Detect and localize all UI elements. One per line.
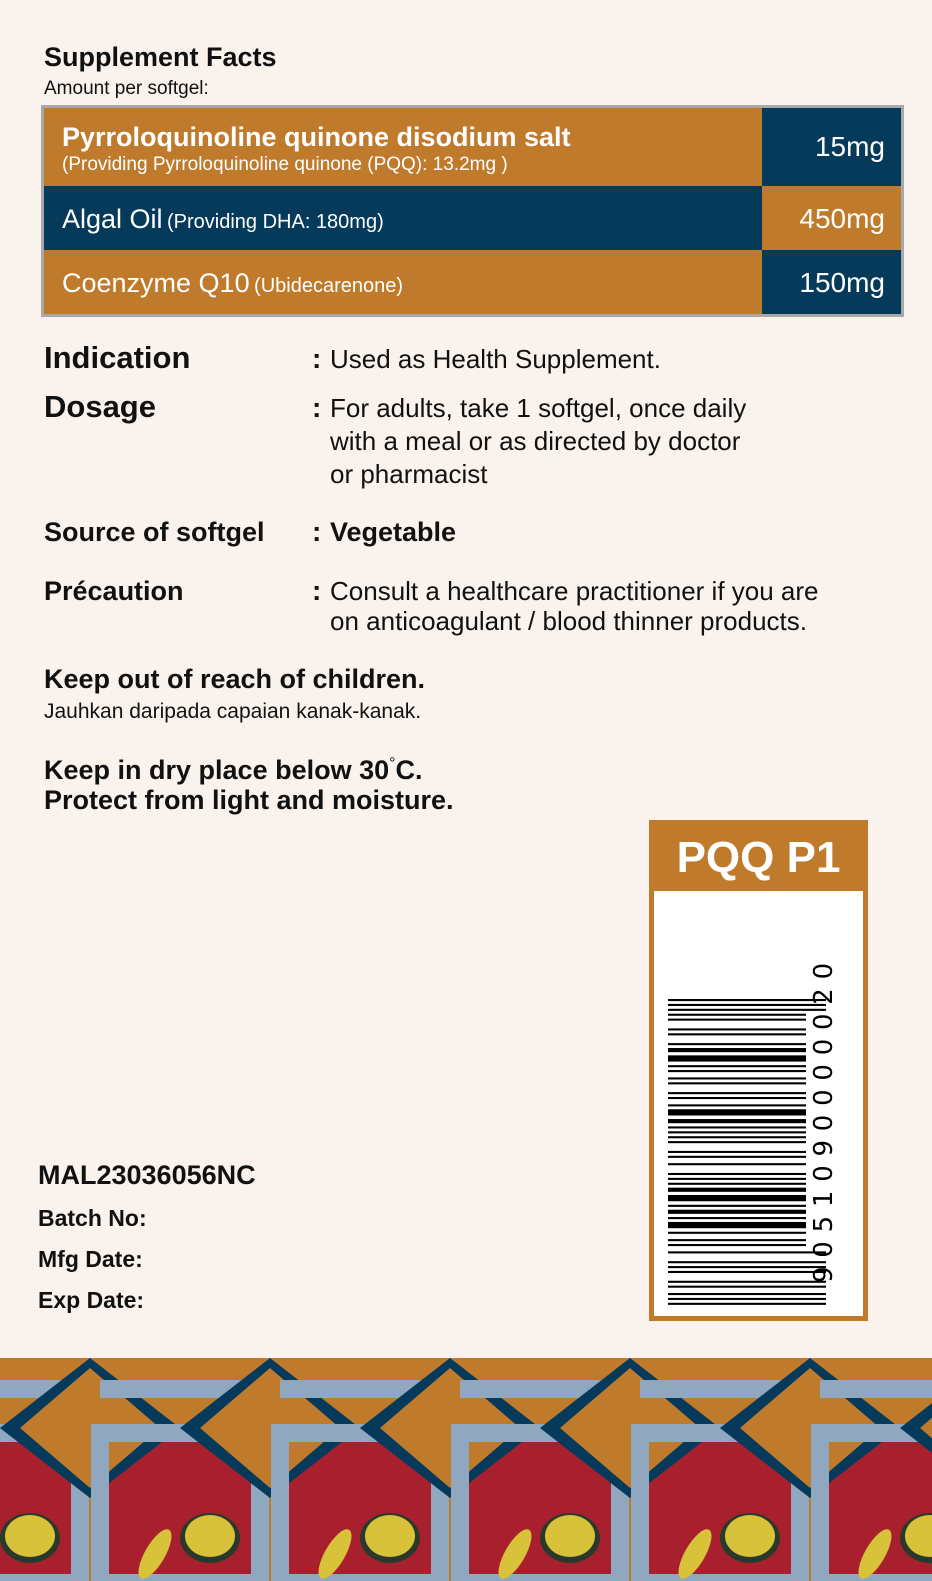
pattern-olive <box>365 1515 415 1557</box>
ingredient-amount: 15mg <box>762 108 901 186</box>
degree-symbol: ° <box>389 755 396 772</box>
barcode-bar <box>668 1303 826 1305</box>
facts-row-name-cell <box>44 186 762 250</box>
barcode-bar <box>668 1244 806 1246</box>
barcode-bar <box>668 1126 806 1128</box>
barcode-bar <box>668 1217 806 1219</box>
dosage-value <box>330 392 746 491</box>
facts-row-name-cell <box>44 250 762 314</box>
supplement-facts-table <box>41 105 904 317</box>
precaution-label: Précaution <box>44 576 184 606</box>
barcode-digit: 0 <box>809 1089 839 1106</box>
decorative-pattern-band <box>0 1358 932 1581</box>
barcode-bar <box>668 1205 806 1207</box>
barcode-digit: 0 <box>809 1241 839 1258</box>
ingredient-note: (Ubidecarenone) <box>254 275 404 297</box>
supplement-facts-title: Supplement Facts <box>44 42 277 72</box>
barcode-bar <box>668 1222 806 1228</box>
barcode-bar <box>668 1004 826 1006</box>
ingredient-note: (Providing Pyrroloquinoline quinone (PQQ): 13.2mg ) <box>62 154 508 175</box>
barcode-bar <box>668 1298 826 1300</box>
dosage-line: For adults, take 1 softgel, once daily <box>330 393 747 423</box>
barcode-bar <box>668 1065 806 1067</box>
barcode-digit: 0 <box>809 1064 839 1081</box>
barcode-digit: 0 <box>809 1165 839 1182</box>
ingredient-name: Coenzyme Q10 <box>62 268 250 298</box>
pattern-graphic <box>0 1358 932 1581</box>
barcode-bar <box>668 1266 826 1268</box>
barcode-bar <box>668 1178 806 1180</box>
facts-row-coq10 <box>44 250 901 314</box>
precaution-line: Consult a healthcare practitioner if you are <box>330 576 819 606</box>
batch-label: Batch No: <box>38 1205 147 1231</box>
barcode-bar <box>668 999 826 1001</box>
barcode-bar <box>668 1028 806 1030</box>
storage-unit: C. <box>395 755 423 785</box>
barcode-bar <box>668 1286 826 1288</box>
product-code: PQQ P1 <box>676 833 841 882</box>
facts-row-algal-oil <box>44 186 901 250</box>
precaution-value <box>330 576 819 636</box>
barcode-bar <box>668 1033 806 1035</box>
barcode-bar <box>668 1156 806 1158</box>
precaution-colon: : <box>312 575 322 606</box>
barcode-bar <box>668 1183 806 1185</box>
barcode-bar <box>668 1092 806 1094</box>
mfg-date-label: Mfg Date: <box>38 1246 143 1272</box>
barcode-bar <box>668 1232 806 1234</box>
barcode-bar <box>668 1043 806 1045</box>
barcode-bar <box>668 1271 826 1273</box>
barcode-area <box>654 891 863 1316</box>
barcode-bar <box>668 1173 806 1175</box>
barcode-bar <box>668 1210 806 1214</box>
indication-value: Used as Health Supplement. <box>330 344 661 374</box>
barcode-bar <box>668 1251 826 1253</box>
dosage-line: with a meal or as directed by doctor <box>330 426 741 456</box>
barcode-bar <box>668 1104 806 1106</box>
precaution-line: on anticoagulant / blood thinner products. <box>330 606 808 636</box>
barcode-panel <box>649 820 868 1321</box>
barcode-bar <box>668 1055 806 1061</box>
ingredient-name: Algal Oil <box>62 204 163 234</box>
barcode-bar <box>668 1141 806 1143</box>
ingredient-amount: 150mg <box>762 250 901 314</box>
barcode-bar <box>668 1048 806 1052</box>
pattern-olive <box>725 1515 775 1557</box>
source-value: Vegetable <box>330 517 457 547</box>
barcode-bar <box>668 1136 806 1138</box>
barcode-digit: 0 <box>809 962 839 980</box>
barcode-bar <box>668 1261 826 1263</box>
barcode-bar <box>668 1293 826 1295</box>
indication-colon: : <box>312 343 322 374</box>
barcode-bar <box>668 1239 806 1241</box>
dosage-colon: : <box>312 392 322 423</box>
barcode-digit: 0 <box>809 1013 839 1030</box>
supplement-facts-subtitle: Amount per softgel: <box>44 78 209 99</box>
barcode-bar <box>668 1082 806 1084</box>
barcode-bar <box>668 1119 806 1123</box>
barcode-digit: 9 <box>809 1266 839 1283</box>
ingredient-note: (Providing DHA: 180mg) <box>167 211 384 233</box>
barcode-bar <box>668 1077 806 1079</box>
source-colon: : <box>312 516 322 547</box>
ingredient-amount: 450mg <box>762 186 901 250</box>
dosage-label: Dosage <box>44 389 156 424</box>
barcode-bar <box>668 1109 806 1115</box>
barcode-bar <box>668 1131 806 1133</box>
facts-row-pqq <box>44 108 901 186</box>
barcode-digit: 9 <box>809 1139 839 1157</box>
pattern-olive <box>5 1515 55 1557</box>
barcode-image <box>654 891 863 1316</box>
storage-text: Keep in dry place below 30 <box>44 755 390 785</box>
barcode-bar <box>668 1163 806 1165</box>
dosage-line: or pharmacist <box>330 459 488 489</box>
facts-row-name-cell <box>44 108 762 186</box>
barcode-digit: 0 <box>809 1038 839 1056</box>
registration-number: MAL23036056NC <box>38 1160 256 1190</box>
children-warning: Keep out of reach of children. <box>44 664 426 694</box>
barcode-digit: 1 <box>809 1190 839 1208</box>
children-warning-malay: Jauhkan daripada capaian kanak-kanak. <box>44 700 422 723</box>
barcode-digit: 0 <box>809 1114 839 1132</box>
pattern-olive <box>545 1515 595 1557</box>
exp-date-label: Exp Date: <box>38 1287 145 1313</box>
barcode-bar <box>668 1014 806 1016</box>
barcode-digit: 2 <box>809 988 839 1005</box>
barcode-bar <box>668 1009 826 1011</box>
protect-instruction: Protect from light and moisture. <box>44 785 454 815</box>
ingredient-name: Pyrroloquinoline quinone disodium salt <box>62 122 571 152</box>
barcode-bar <box>668 1070 806 1072</box>
pattern-olive <box>185 1515 235 1557</box>
barcode-bar <box>668 1019 806 1021</box>
barcode-bar <box>668 1195 806 1201</box>
barcode-bars <box>668 999 826 1305</box>
source-label: Source of softgel <box>44 517 265 547</box>
barcode-bar <box>668 1188 806 1192</box>
barcode-bar <box>668 1151 806 1153</box>
pattern-frame-bar <box>820 1380 932 1398</box>
barcode-bar <box>668 1281 826 1283</box>
barcode-digit: 5 <box>809 1215 839 1233</box>
indication-label: Indication <box>44 340 191 375</box>
barcode-bar <box>668 1097 806 1099</box>
storage-instruction <box>44 755 423 786</box>
